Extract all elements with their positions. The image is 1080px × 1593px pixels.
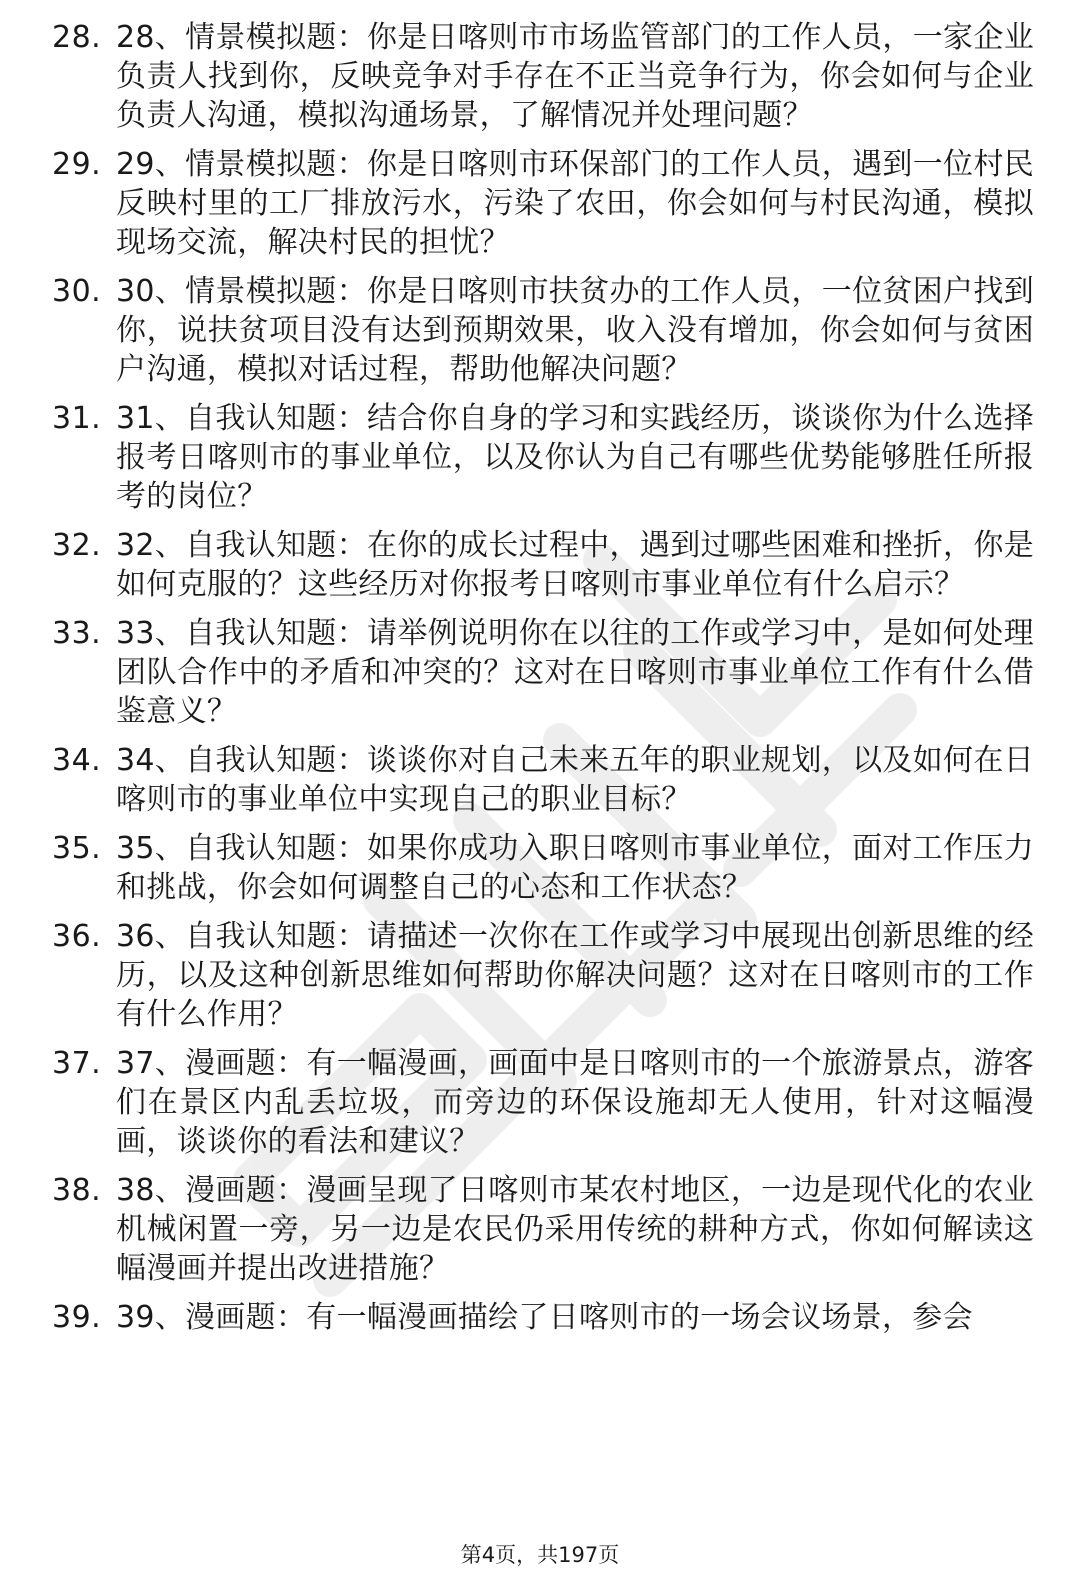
list-item — [0, 917, 1080, 1034]
question-text: 29、情景模拟题：你是日喀则市环保部门的工作人员，遇到一位村民反映村里的工厂排放污水，污染了农田，你会如何与村民沟通，模拟现场交流，解决村民的担忧？ — [116, 147, 1034, 260]
question-number: 28. — [52, 20, 102, 55]
list-item — [0, 272, 1080, 389]
list-item — [0, 399, 1080, 516]
question-text: 36、自我认知题：请描述一次你在工作或学习中展现出创新思维的经历，以及这种创新思维如何帮助你解决问题？这对在日喀则市的工作有什么作用？ — [116, 919, 1034, 1032]
list-item — [0, 741, 1080, 819]
question-number: 32. — [52, 528, 102, 563]
question-text: 37、漫画题：有一幅漫画，画面中是日喀则市的一个旅游景点，游客们在景区内乱丢垃圾，而旁边的环保设施却无人使用，针对这幅漫画，谈谈你的看法和建议？ — [116, 1046, 1034, 1159]
list-item — [0, 145, 1080, 262]
question-number: 39. — [52, 1300, 102, 1335]
question-text: 28、情景模拟题：你是日喀则市市场监管部门的工作人员，一家企业负责人找到你，反映竞争对手存在不正当竞争行为，你会如何与企业负责人沟通，模拟沟通场景，了解情况并处理问题？ — [116, 20, 1034, 133]
question-number: 31. — [52, 401, 102, 436]
list-item — [0, 1044, 1080, 1161]
list-item — [0, 18, 1080, 135]
list-item — [0, 526, 1080, 604]
question-number: 29. — [52, 147, 102, 182]
question-text: 35、自我认知题：如果你成功入职日喀则市事业单位，面对工作压力和挑战，你会如何调整自己的心态和工作状态？ — [116, 831, 1034, 905]
list-item — [0, 829, 1080, 907]
question-text: 34、自我认知题：谈谈你对自己未来五年的职业规划，以及如何在日喀则市的事业单位中实现自己的职业目标？ — [116, 743, 1034, 817]
question-number: 35. — [52, 831, 102, 866]
question-number: 34. — [52, 743, 102, 778]
question-number: 38. — [52, 1173, 102, 1208]
list-item — [0, 1171, 1080, 1288]
question-text: 33、自我认知题：请举例说明你在以往的工作或学习中，是如何处理团队合作中的矛盾和冲突的？这对在日喀则市事业单位工作有什么借鉴意义？ — [116, 616, 1034, 729]
list-item — [0, 1298, 1080, 1337]
question-text: 32、自我认知题：在你的成长过程中，遇到过哪些困难和挫折，你是如何克服的？这些经历对你报考日喀则市事业单位有什么启示？ — [116, 528, 1034, 602]
question-list — [0, 18, 1080, 1347]
question-number: 36. — [52, 919, 102, 954]
question-text: 38、漫画题：漫画呈现了日喀则市某农村地区，一边是现代化的农业机械闲置一旁，另一边是农民仍采用传统的耕种方式，你如何解读这幅漫画并提出改进措施？ — [116, 1173, 1034, 1286]
list-item — [0, 614, 1080, 731]
question-number: 37. — [52, 1046, 102, 1081]
question-text: 39、漫画题：有一幅漫画描绘了日喀则市的一场会议场景，参会 — [116, 1300, 973, 1335]
question-text: 30、情景模拟题：你是日喀则市扶贫办的工作人员，一位贫困户找到你，说扶贫项目没有达到预期效果，收入没有增加，你会如何与贫困户沟通，模拟对话过程，帮助他解决问题？ — [116, 274, 1034, 387]
question-text: 31、自我认知题：结合你自身的学习和实践经历，谈谈你为什么选择报考日喀则市的事业单位，以及你认为自己有哪些优势能够胜任所报考的岗位？ — [116, 401, 1034, 514]
page-footer: 第4页，共197页 — [460, 1543, 620, 1567]
question-number: 30. — [52, 274, 102, 309]
question-number: 33. — [52, 616, 102, 651]
